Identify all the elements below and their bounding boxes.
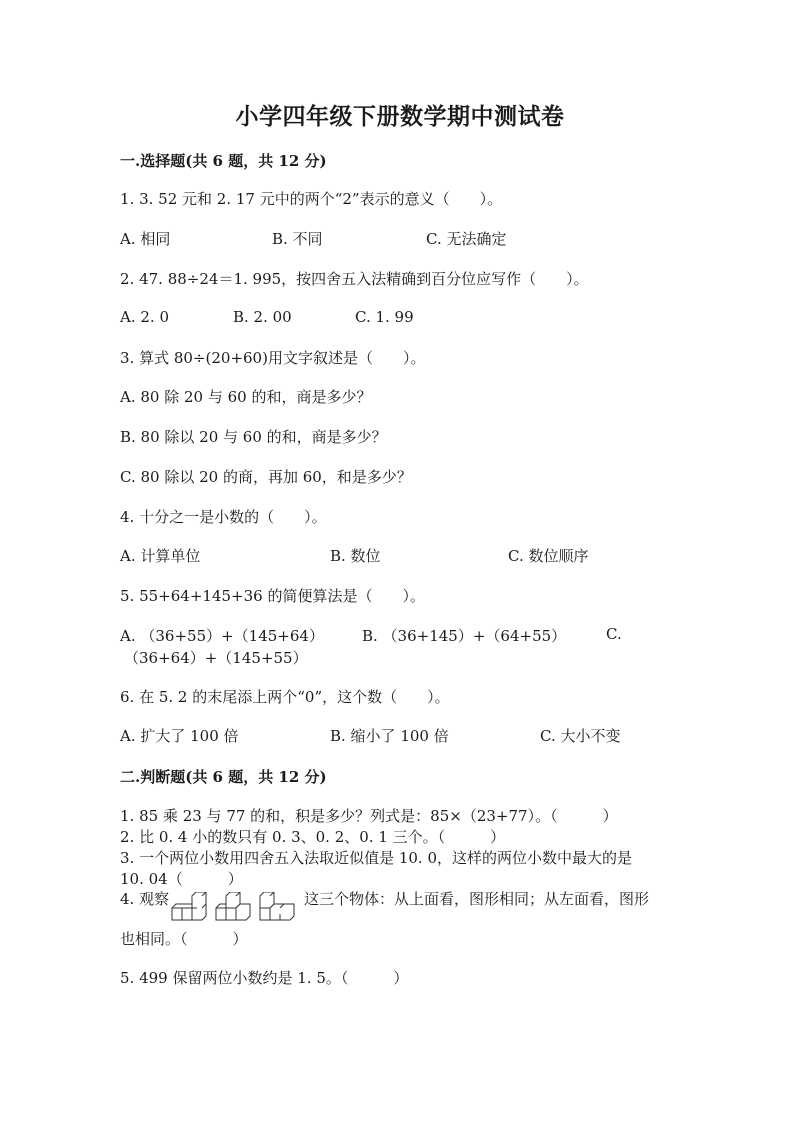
judgement-4-prefix: 4. 观察	[120, 890, 170, 908]
question-3-option-b: B. 80 除以 20 与 60 的和，商是多少？	[120, 428, 387, 446]
judgement-4-line-2: 也相同。（ ）	[120, 930, 248, 948]
question-6-option-b: B. 缩小了 100 倍	[330, 727, 449, 745]
cube-figure-3	[260, 892, 294, 920]
question-1-option-c: C. 无法确定	[426, 230, 507, 248]
judgement-3-line-2: 10. 04（ ）	[120, 870, 243, 888]
judgement-4-text: 这三个物体：从上面看，图形相同；从左面看，图形	[304, 890, 650, 908]
judgement-2: 2. 比 0. 4 小的数只有 0. 3、0. 2、0. 1 三个。（ ）	[120, 828, 506, 846]
question-4-text: 4. 十分之一是小数的（ ）。	[120, 508, 327, 526]
question-1-option-a: A. 相同	[120, 230, 171, 248]
question-5-option-c-label: C.	[606, 625, 622, 643]
question-5-text: 5. 55+64+145+36 的简便算法是（ ）。	[120, 587, 425, 605]
cube-figures-image	[170, 892, 300, 924]
judgement-5: 5. 499 保留两位小数约是 1. 5。（ ）	[120, 969, 409, 987]
question-1-option-b: B. 不同	[272, 230, 323, 248]
question-3-text: 3. 算式 80÷(20+60)用文字叙述是（ ）。	[120, 349, 426, 367]
question-4-option-c: C. 数位顺序	[508, 547, 589, 565]
question-3-option-a: A. 80 除 20 与 60 的和，商是多少？	[120, 388, 372, 406]
section-heading-judgement: 二.判断题(共 6 题，共 12 分)	[120, 768, 327, 786]
question-6-option-a: A. 扩大了 100 倍	[120, 727, 239, 745]
question-4-option-b: B. 数位	[330, 547, 381, 565]
judgement-3-line-1: 3. 一个两位小数用四舍五入法取近似值是 10. 0，这样的两位小数中最大的是	[120, 849, 633, 867]
question-1-text: 1. 3. 52 元和 2. 17 元中的两个“2”表示的意义（ ）。	[120, 190, 503, 208]
question-2-option-b: B. 2. 00	[233, 308, 292, 326]
judgement-1: 1. 85 乘 23 与 77 的和，积是多少？列式是：85×（23+77）。（ ）	[120, 807, 618, 825]
cube-figure-1	[172, 892, 206, 920]
question-3-option-c: C. 80 除以 20 的商，再加 60，和是多少？	[120, 468, 412, 486]
question-6-text: 6. 在 5. 2 的末尾添上两个“0”，这个数（ ）。	[120, 688, 450, 706]
cube-figure-2	[216, 892, 250, 920]
question-2-option-a: A. 2. 0	[120, 308, 169, 326]
question-2-text: 2. 47. 88÷24＝1. 995，按四舍五入法精确到百分位应写作（ ）。	[120, 270, 589, 288]
question-6-option-c: C. 大小不变	[540, 727, 621, 745]
section-heading-choice: 一.选择题(共 6 题，共 12 分)	[120, 152, 327, 170]
page-title: 小学四年级下册数学期中测试卷	[235, 103, 565, 130]
question-5-option-c: （36+64）+（145+55）	[124, 649, 308, 667]
question-5-option-b: B. （36+145）+（64+55）	[362, 627, 567, 645]
question-5-option-a: A. （36+55）+（145+64）	[120, 627, 324, 645]
question-4-option-a: A. 计算单位	[120, 547, 201, 565]
question-2-option-c: C. 1. 99	[355, 308, 414, 326]
